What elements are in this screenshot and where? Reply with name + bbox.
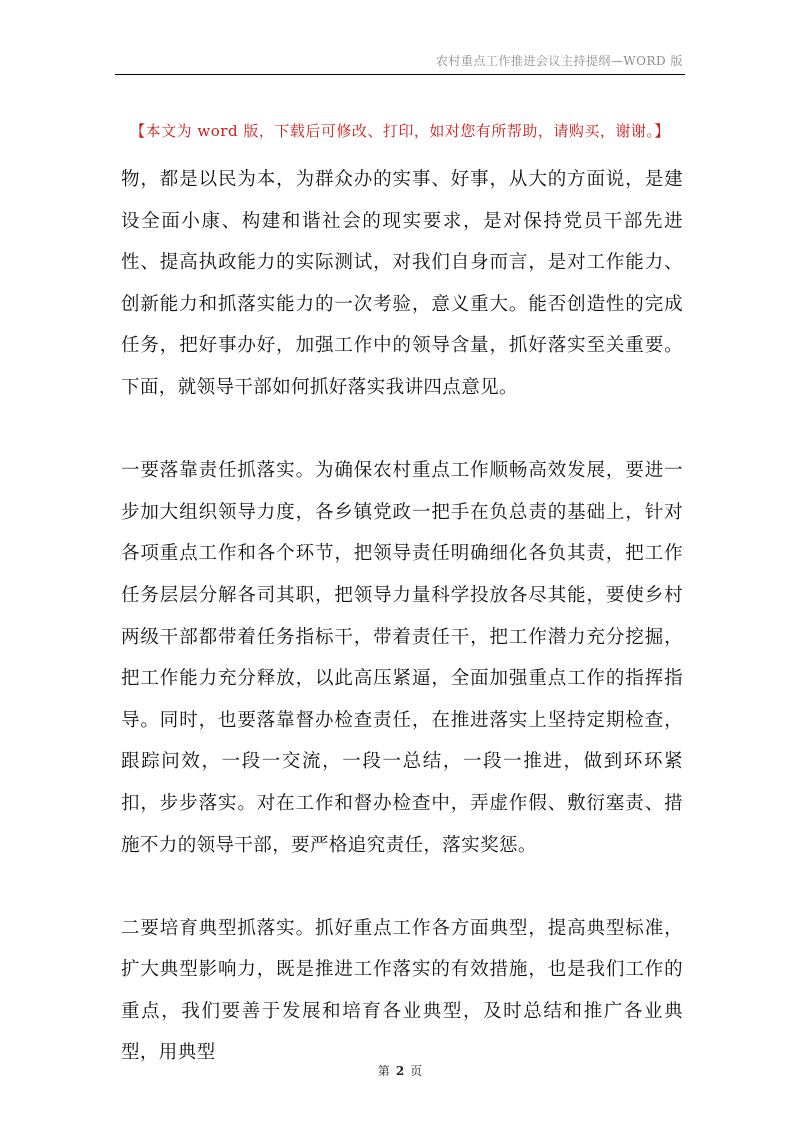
header-divider	[115, 74, 685, 75]
page-footer	[0, 1062, 800, 1079]
document-body	[121, 159, 683, 1074]
paragraph-point-two: 二要培育典型抓落实。抓好重点工作各方面典型，提高典型标准，扩大典型影响力，既是推进工作落实的有效措施，也是我们工作的重点，我们要善于发展和培育各业典型，及时总结和推广各业典型，用典型	[121, 917, 683, 1064]
page-header-title: 农村重点工作推进会议主持提纲—WORD 版	[435, 54, 683, 68]
page-number-prefix: 第	[377, 1064, 390, 1078]
page-number-suffix: 页	[410, 1064, 423, 1078]
paragraph-intro: 物，都是以民为本，为群众办的实事、好事，从大的方面说，是建设全面小康、构建和谐社会的现实要求，是对保持党员干部先进性、提高执政能力的实际测试，对我们自身而言，是对工作能力、创新能力和抓落实能力的一次考验，意义重大。能否创造性的完成任务，把好事办好，加强工作中的领导含量，抓好落实至关重要。下面，就领导干部如何抓好落实我讲四点意见。	[121, 169, 683, 398]
paragraph-point-one: 一要落靠责任抓落实。为确保农村重点工作顺畅高效发展，要进一步加大组织领导力度，各乡镇党政一把手在负总责的基础上，针对各项重点工作和各个环节，把领导责任明确细化各负其责，把工作任务层层分解各司其职，把领导力量科学投放各尽其能，要使乡村两级干部都带着任务指标干，带着责任干，把工作潜力充分挖掘，把工作能力充分释放，以此高压紧逼，全面加强重点工作的指挥指导。同时，也要落靠督办检查责任，在推进落实上坚持定期检查，跟踪问效，一段一交流，一段一总结，一段一推进，做到环环紧扣，步步落实。对在工作和督办检查中，弄虚作假、敷衍塞责、措施不力的领导干部，要严格追究责任，落实奖惩。	[121, 460, 683, 856]
download-notice: 【本文为 word 版，下载后可修改、打印，如对您有所帮助，请购买，谢谢。】	[130, 122, 670, 140]
page-number: 2	[395, 1064, 405, 1078]
